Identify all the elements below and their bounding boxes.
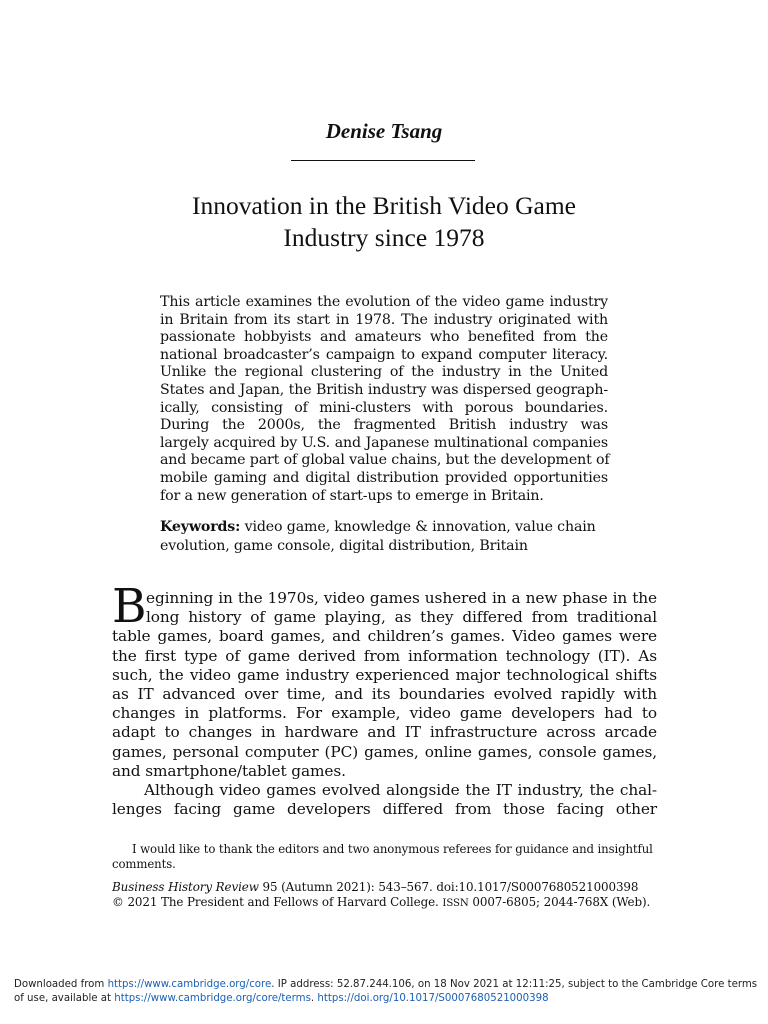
journal-name: Business History Review (112, 880, 259, 894)
keywords-label: Keywords: (160, 519, 241, 535)
abstract-line: national broadcaster’s campaign to expand computer literacy. (160, 346, 608, 363)
abstract-line: mobile gaming and digital distribution provided opportunities (160, 469, 608, 486)
abstract-line: This article examines the evolution of the video game industry (160, 294, 608, 310)
citation-details: 95 (Autumn 2021): 543–567. doi:10.1017/S0007680521000398 (258, 880, 639, 894)
author-name: Denise Tsang (325, 119, 443, 143)
footnote-line: I would like to thank the editors and two anonymous referees for guidance and insightful (132, 842, 653, 856)
body-line: eginning in the 1970s, video games ushered in a new phase in the (146, 589, 657, 607)
copyright-line (112, 895, 657, 911)
abstract-line: States and Japan, the British industry was dispersed geograph- (160, 381, 608, 398)
keywords-text: video game, knowledge & innovation, value chain (240, 519, 596, 535)
keywords-text: evolution, game console, digital distribution, Britain (160, 537, 528, 554)
issn-numbers: 0007-6805; 2044-768X (Web). (468, 895, 651, 910)
footnote (112, 842, 657, 872)
author-divider (291, 160, 475, 161)
title-line: Industry since 1978 (283, 223, 485, 252)
body-line: lenges facing game developers differed from those facing other (112, 800, 657, 819)
keywords (160, 518, 608, 555)
drop-cap: B (112, 579, 147, 634)
abstract-line: passionate hobbyists and amateurs who benefited from the (160, 329, 608, 346)
doi-link[interactable]: https://doi.org/10.1017/S0007680521000398 (317, 993, 549, 1004)
article-title (100, 190, 668, 254)
cambridge-core-link[interactable]: https://www.cambridge.org/core (107, 979, 272, 990)
body-line: games, personal computer (PC) games, online games, console games, (112, 742, 657, 761)
body-line: as IT advanced over time, and its boundaries evolved rapidly with (112, 685, 657, 704)
abstract-line: for a new generation of start-ups to emerge in Britain. (160, 487, 544, 504)
issn-label: ISSN (442, 898, 469, 910)
body-line: long history of game playing, as they differed from traditional (146, 608, 657, 627)
link-separator: . (310, 993, 318, 1004)
abstract-line: in Britain from its start in 1978. The industry originated with (160, 311, 608, 328)
download-notice-line (14, 978, 758, 992)
body-line: table games, board games, and children’s games. Video games were (112, 627, 657, 646)
body-line: the first type of game derived from information technology (IT). As (112, 646, 657, 665)
body-line: and smartphone/tablet games. (112, 761, 346, 780)
body-line: Although video games evolved alongside the IT industry, the chal- (144, 781, 657, 800)
abstract-line: largely acquired by U.S. and Japanese multinational companies (160, 434, 608, 451)
abstract (160, 294, 608, 505)
copyright-text: © 2021 The President and Fellows of Harvard College. (112, 895, 443, 910)
citation-line (112, 880, 657, 895)
abstract-line: During the 2000s, the fragmented British industry was (160, 417, 608, 434)
body-line: changes in platforms. For example, video game developers had to (112, 704, 657, 723)
title-line: Innovation in the British Video Game (192, 191, 576, 220)
body-text (112, 579, 657, 819)
download-notice (14, 978, 758, 1006)
body-line: such, the video game industry experienced major technological shifts (112, 665, 657, 684)
footnote-line: comments. (112, 857, 176, 871)
terms-link[interactable]: https://www.cambridge.org/core/terms (114, 993, 311, 1004)
citation (112, 880, 657, 912)
body-line: adapt to changes in hardware and IT infrastructure across arcade (112, 723, 657, 742)
download-prefix: Downloaded from (14, 979, 108, 990)
download-details: . IP address: 52.87.244.106, on 18 Nov 2021 at 12:11:25, subject to the Cambridge Core terms (271, 979, 758, 990)
abstract-line: ically, consisting of mini-clusters with porous boundaries. (160, 399, 608, 416)
terms-prefix: of use, available at (14, 993, 115, 1004)
keywords-line (160, 518, 608, 537)
abstract-line: and became part of global value chains, but the development of (160, 452, 610, 469)
download-notice-line (14, 992, 754, 1006)
abstract-line: Unlike the regional clustering of the industry in the United (160, 364, 608, 381)
